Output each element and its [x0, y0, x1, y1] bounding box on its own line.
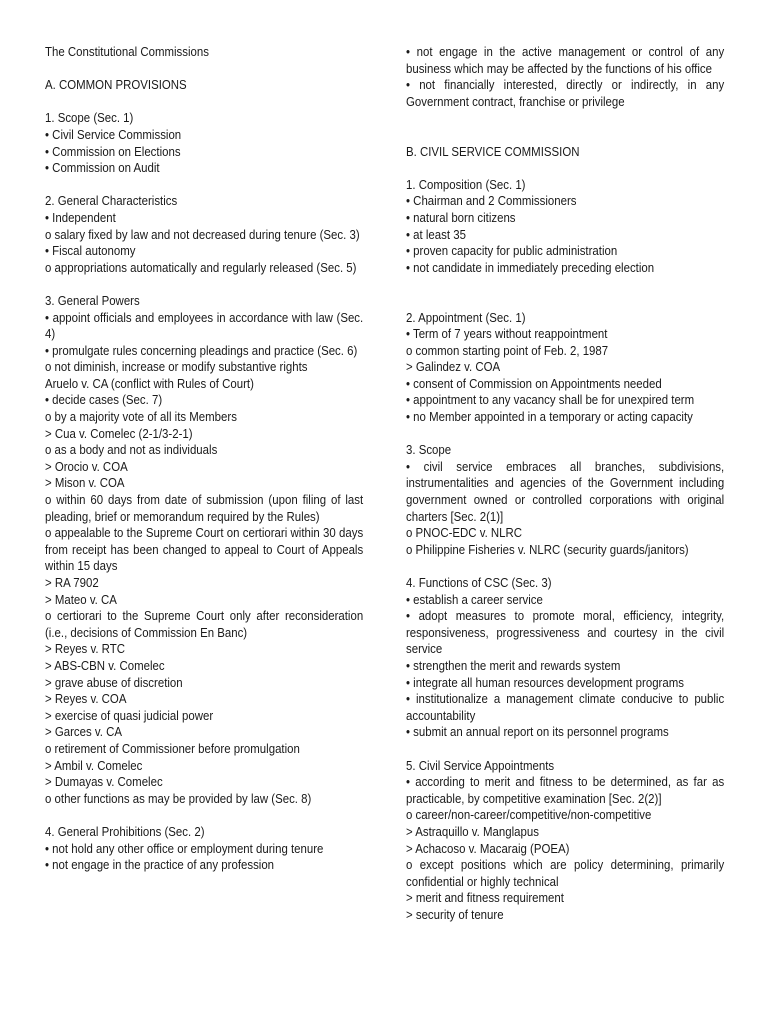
text-line: o by a majority vote of all its Members: [45, 409, 237, 425]
text-line: • according to merit and fitness to be determined, as far as practicable, by competitive examination [Sec. 2(2)]: [406, 774, 725, 806]
text-line: 4. Functions of CSC (Sec. 3): [406, 575, 552, 590]
text-line: • Commission on Audit: [45, 160, 160, 176]
text-line: o other functions as may be provided by law (Sec. 8): [45, 790, 312, 806]
text-line: • submit an annual report on its personnel programs: [406, 724, 669, 740]
text-line: o retirement of Commissioner before promulgation: [45, 740, 300, 756]
text-line: o not diminish, increase or modify substantive rights: [45, 359, 308, 375]
text-line: > Reyes v. COA: [45, 691, 127, 707]
text-line: o career/non-career/competitive/non-competitive: [406, 807, 652, 823]
blank-line: [45, 61, 362, 78]
text-line: • not candidate in immediately preceding election: [406, 259, 655, 275]
text-line: • promulgate rules concerning pleadings and practice (Sec. 6): [45, 342, 358, 358]
text-line: • proven capacity for public administration: [406, 243, 618, 259]
text-line: • Fiscal autonomy: [45, 243, 136, 259]
text-line: 2. Appointment (Sec. 1): [406, 309, 526, 325]
text-line: • civil service embraces all branches, subdivisions, instrumentalities and agencies of the Government including government owned or controlled corporations with original charters [Sec. 2(1)]: [406, 458, 725, 524]
text-line: > Mison v. COA: [45, 475, 125, 491]
text-line: > RA 7902: [45, 575, 99, 590]
text-line: o appealable to the Supreme Court on certiorari within 30 days from receipt has been changed to appeal to Court of Appeals within 15 days: [45, 525, 364, 574]
text-line: • Chairman and 2 Commissioners: [406, 193, 577, 209]
blank-line: [406, 160, 723, 177]
text-line: o as a body and not as individuals: [45, 442, 218, 458]
blank-line: [45, 94, 362, 111]
text-line: o PNOC-EDC v. NLRC: [406, 525, 523, 541]
text-line: 1. Composition (Sec. 1): [406, 176, 526, 192]
text-line: > Galindez v. COA: [406, 359, 501, 375]
text-line: • establish a career service: [406, 591, 543, 607]
text-line: • decide cases (Sec. 7): [45, 392, 163, 408]
text-line: o appropriations automatically and regularly released (Sec. 5): [45, 259, 357, 275]
blank-line: [406, 426, 723, 443]
text-line: 5. Civil Service Appointments: [406, 757, 555, 773]
text-line: Aruelo v. CA (conflict with Rules of Court): [45, 375, 254, 391]
text-line: • not engage in the active management or control of any business which may be affected by the functions of his office: [406, 44, 725, 76]
text-line: • Civil Service Commission: [45, 126, 182, 142]
text-line: 4. General Prohibitions (Sec. 2): [45, 823, 205, 839]
blank-line: [406, 127, 723, 144]
blank-line: [406, 293, 723, 310]
text-line: • appoint officials and employees in accordance with law (Sec. 4): [45, 309, 364, 342]
text-line: > merit and fitness requirement: [406, 890, 564, 906]
text-line: • Term of 7 years without reappointment: [406, 326, 608, 342]
text-line: > Ambil v. Comelec: [45, 757, 143, 773]
blank-line: [45, 807, 362, 824]
text-line: > Dumayas v. Comelec: [45, 774, 163, 790]
blank-line: [406, 110, 723, 127]
text-line: > Achacoso v. Macaraig (POEA): [406, 840, 570, 856]
text-line: B. CIVIL SERVICE COMMISSION: [406, 143, 580, 159]
text-line: > security of tenure: [406, 906, 504, 922]
text-line: • not hold any other office or employment during tenure: [45, 840, 324, 856]
blank-line: [45, 177, 362, 194]
text-line: > Cua v. Comelec (2-1/3-2-1): [45, 425, 193, 441]
text-line: > Mateo v. CA: [45, 591, 117, 607]
text-line: • adopt measures to promote moral, efficiency, integrity, responsiveness, progressiveness and courtesy in the civil service: [406, 608, 725, 657]
text-line: • Commission on Elections: [45, 143, 181, 159]
text-line: o Philippine Fisheries v. NLRC (security guards/janitors): [406, 541, 689, 557]
text-line: • at least 35: [406, 226, 466, 242]
text-line: • consent of Commission on Appointments needed: [406, 375, 662, 391]
text-line: • natural born citizens: [406, 209, 516, 225]
text-line: o except positions which are policy determining, primarily confidential or highly technical: [406, 857, 725, 889]
text-line: > Astraquillo v. Manglapus: [406, 823, 539, 839]
text-line: 1. Scope (Sec. 1): [45, 110, 134, 126]
text-line: o within 60 days from date of submission (upon filing of last pleading, brief or memorandum required by the Rules): [45, 492, 364, 524]
text-line: • not financially interested, directly or indirectly, in any Government contract, franchise or privilege: [406, 77, 725, 109]
text-line: 3. Scope: [406, 442, 452, 458]
left-column: [45, 44, 362, 874]
text-line: > Garces v. CA: [45, 724, 123, 740]
text-line: • integrate all human resources development programs: [406, 674, 684, 690]
blank-line: [406, 558, 723, 575]
text-line: 2. General Characteristics: [45, 193, 178, 209]
right-column: [406, 44, 723, 923]
text-line: • appointment to any vacancy shall be for unexpired term: [406, 392, 695, 408]
text-line: > Reyes v. RTC: [45, 641, 125, 657]
text-line: o certiorari to the Supreme Court only after reconsideration (i.e., decisions of Commission En Banc): [45, 608, 364, 640]
text-line: 3. General Powers: [45, 292, 140, 308]
blank-line: [406, 741, 723, 758]
text-line: • strengthen the merit and rewards system: [406, 657, 621, 673]
text-line: > ABS-CBN v. Comelec: [45, 657, 165, 673]
text-line: The Constitutional Commissions: [45, 44, 209, 59]
text-line: • not engage in the practice of any profession: [45, 857, 275, 873]
text-line: • no Member appointed in a temporary or acting capacity: [406, 409, 693, 425]
text-line: o common starting point of Feb. 2, 1987: [406, 342, 609, 358]
text-line: • institutionalize a management climate conducive to public accountability: [406, 691, 725, 723]
text-line: > grave abuse of discretion: [45, 674, 183, 690]
blank-line: [406, 276, 723, 293]
blank-line: [45, 276, 362, 293]
text-line: A. COMMON PROVISIONS: [45, 77, 187, 93]
text-line: > Orocio v. COA: [45, 458, 128, 474]
text-line: o salary fixed by law and not decreased during tenure (Sec. 3): [45, 226, 360, 242]
text-line: • Independent: [45, 209, 116, 225]
text-line: > exercise of quasi judicial power: [45, 707, 214, 723]
